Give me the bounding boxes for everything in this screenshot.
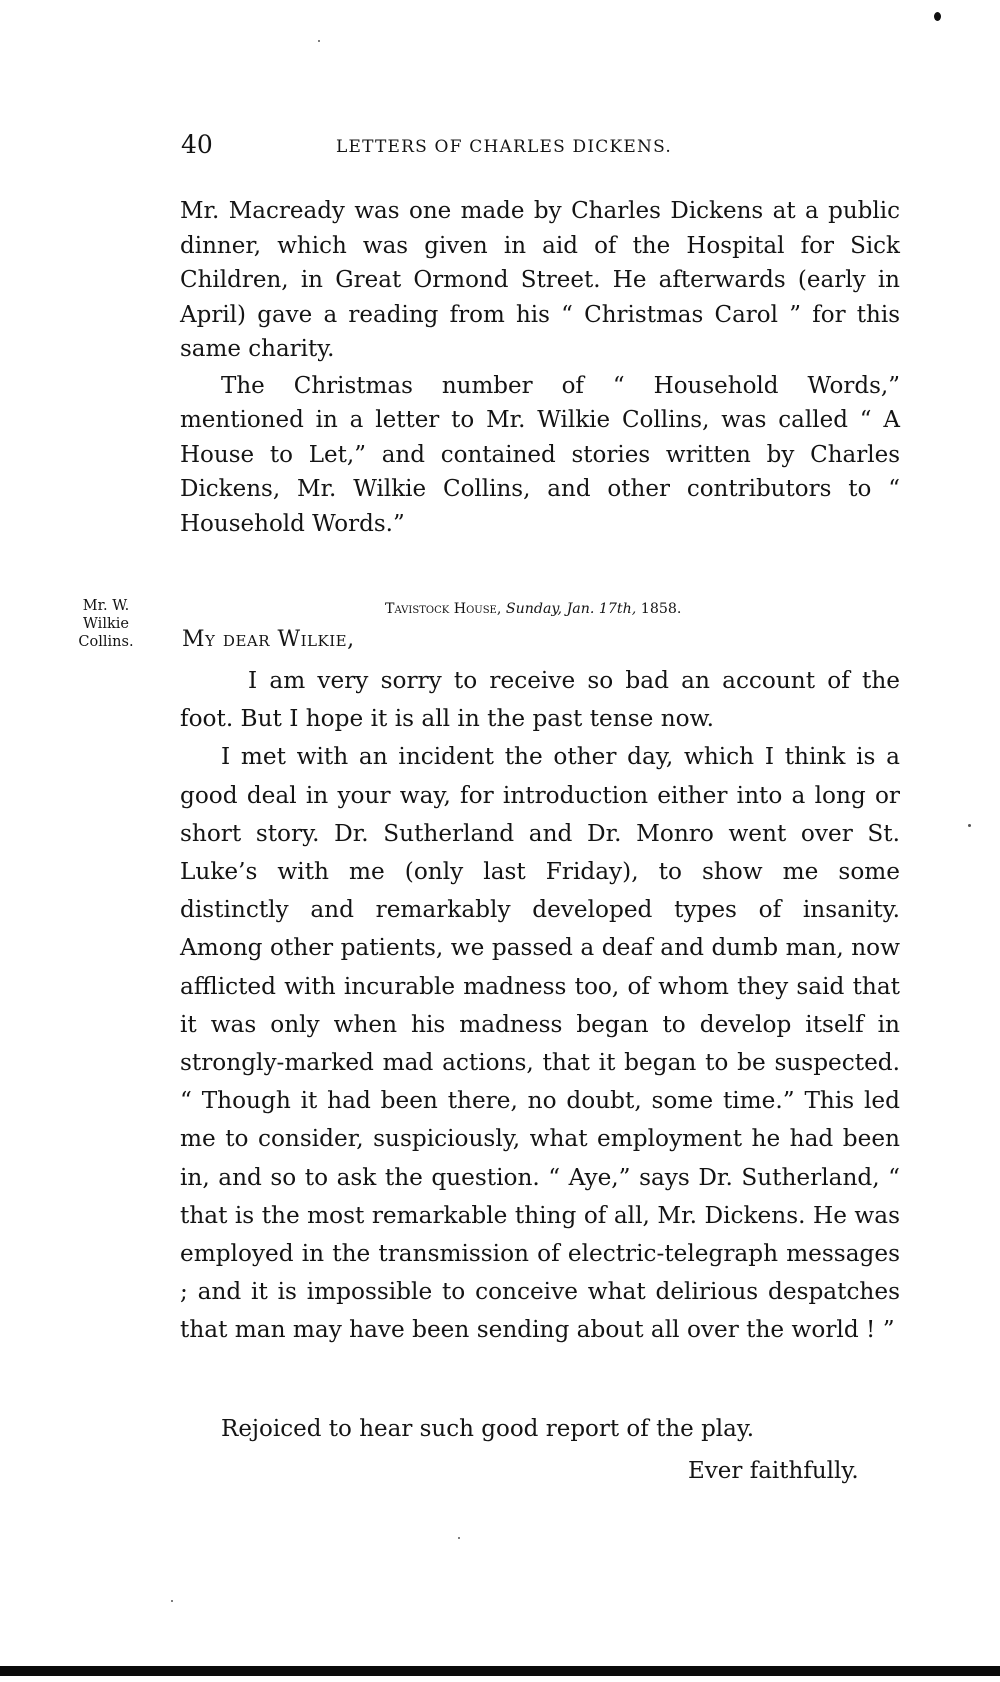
page-number: 40 — [181, 130, 213, 159]
dateline-day: Sunday, Jan. 17th, — [505, 601, 637, 617]
running-head — [181, 130, 901, 162]
intro-paragraph: The Christmas number of “ Household Words,” mentioned in a letter to Mr. Wilkie Collins, was called “ A House to Let,” and contained stories written by Charles Dickens, Mr. Wilkie Collins, and other contributors to “ Household Words.” — [180, 372, 900, 537]
intro-text — [180, 194, 900, 541]
letter-dateline — [385, 599, 915, 619]
intro-paragraph: Mr. Macready was one made by Charles Dickens at a public dinner, which was given in aid of the Hospital for Sick Children, in Great Ormond Street. He afterwards (early in April) gave a reading from his “ Christmas Carol ” for this same charity. — [180, 198, 900, 362]
ink-dot — [934, 12, 941, 21]
letter-salutation: My dear Wilkie, — [182, 627, 355, 652]
letter-closing: Rejoiced to hear such good report of the play. — [221, 1416, 755, 1442]
margin-sidenote — [66, 597, 146, 651]
ink-speck — [968, 824, 971, 827]
letter-body — [180, 662, 900, 1350]
running-title: LETTERS OF CHARLES DICKENS. — [336, 137, 672, 157]
dateline-place: Tavistock House, — [385, 601, 502, 617]
sidenote-line: Wilkie — [83, 616, 129, 632]
dateline-year: 1858. — [640, 601, 682, 617]
scan-edge-bar — [0, 1666, 1000, 1676]
sidenote-line: Collins. — [78, 634, 134, 650]
sidenote-line: Mr. W. — [82, 598, 130, 614]
letter-signoff: Ever faithfully. — [688, 1458, 859, 1484]
letter-paragraph: I met with an incident the other day, which I think is a good deal in your way, for introduction either into a long or short story. Dr. Sutherland and Dr. Monro went over St. Luke’s with me (only last Friday), to show me some distinctly and remarkably developed types of insanity. Among other patients, we passed a deaf and dumb man, now afflicted with incurable madness too, of whom they said that it was only when his madness began to develop itself in strongly-marked mad actions, that it began to be suspected. “ Though it had been there, no doubt, some time.” This led me to consider, suspiciously, what employment he had been in, and so to ask the question. “ Aye,” says Dr. Sutherland, “ that is the most remarkable thing of all, Mr. Dickens. He was employed in the transmission of electric-telegraph messages ; and it is impossible to conceive what delirious despatches that man may have been sending about all over the world ! ” — [180, 743, 900, 1344]
letter-paragraph: I am very sorry to receive so bad an account of the foot. But I hope it is all in the past tense now. — [180, 667, 900, 733]
ink-speck — [318, 40, 320, 42]
ink-speck — [171, 1600, 173, 1602]
ink-speck — [458, 1537, 460, 1539]
